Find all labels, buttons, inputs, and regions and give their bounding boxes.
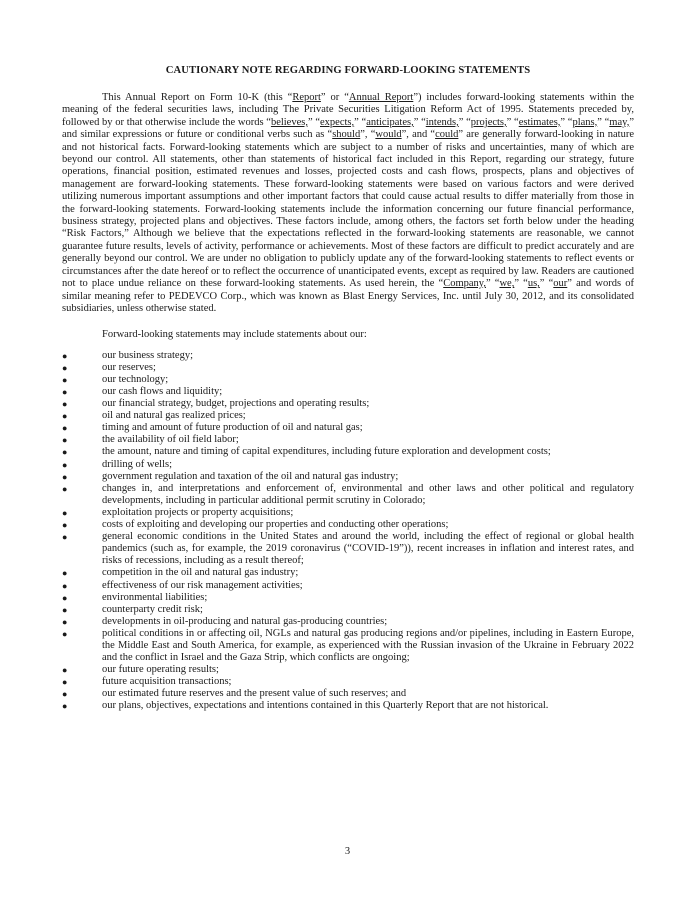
- list-item-text: oil and natural gas realized prices;: [102, 410, 246, 422]
- list-item-text: our cash flows and liquidity;: [102, 386, 223, 397]
- bullet-icon: ●: [62, 374, 68, 385]
- page-number: 3: [344, 846, 351, 857]
- bullet-icon: ●: [62, 483, 68, 494]
- list-item: [62, 700, 634, 712]
- list-item: [62, 410, 634, 422]
- list-item-text: our financial strategy, budget, projections and operating results;: [102, 398, 370, 410]
- list-item-text: our technology;: [102, 373, 169, 385]
- list-item: [62, 664, 634, 676]
- bullet-icon: ●: [62, 520, 68, 531]
- list-item-text: counterparty credit risk;: [102, 603, 203, 615]
- bullet-icon: ●: [62, 665, 68, 676]
- defined-term-report: Report: [292, 92, 321, 103]
- bullet-icon: ●: [62, 447, 68, 458]
- list-item: [62, 386, 634, 398]
- bullet-icon: ●: [62, 423, 68, 434]
- bullet-icon: ●: [62, 568, 68, 579]
- list-item-text: the availability of oil field labor;: [102, 434, 239, 446]
- bullet-icon: ●: [62, 628, 68, 639]
- list-item-text: timing and amount of future production of oil and natural gas;: [102, 422, 363, 434]
- list-item: [62, 471, 634, 483]
- list-item-text: exploitation projects or property acquisitions;: [102, 506, 294, 518]
- list-item-text: political conditions in or affecting oil, NGLs and natural gas producing regions and/or pipelines, including in Eastern Europe, the Middle East and South America, for example, as experienced with the Russian invasion of the Ukraine in February 2022 and the conflict in Israel and the Gaza Strip, which conflicts are ongoing;: [102, 627, 634, 664]
- bullet-icon: ●: [62, 677, 68, 688]
- bullet-icon: ●: [62, 399, 68, 410]
- list-item: [62, 446, 634, 458]
- list-item: [62, 676, 634, 688]
- list-item-text: costs of exploiting and developing our properties and conducting other operations;: [102, 519, 449, 531]
- list-item: [62, 483, 634, 507]
- list-item-text: changes in, and interpretations and enforcement of, environmental and other laws and other political and regulatory developments, including in particular additional permit scrutiny in Colorado;: [102, 482, 634, 506]
- bullet-icon: ●: [62, 435, 68, 446]
- list-item: [62, 580, 634, 592]
- list-item: [62, 592, 634, 604]
- bullet-icon: ●: [62, 701, 68, 712]
- bullet-icon: ●: [62, 592, 68, 603]
- bullet-icon: ●: [62, 532, 68, 543]
- list-item: [62, 374, 634, 386]
- list-item: [62, 434, 634, 446]
- bullet-icon: ●: [62, 362, 68, 373]
- forward-looking-list: [62, 350, 634, 713]
- list-item-text: environmental liabilities;: [102, 591, 208, 603]
- bullet-icon: ●: [62, 616, 68, 627]
- list-item-text: our estimated future reserves and the present value of such reserves; and: [102, 688, 407, 700]
- list-item-text: the amount, nature and timing of capital expenditures, including future exploration and development costs;: [102, 446, 551, 458]
- defined-term-annual-report: Annual Report: [348, 92, 414, 103]
- list-item: [62, 350, 634, 362]
- list-item: [62, 628, 634, 664]
- bullet-icon: ●: [62, 689, 68, 700]
- list-item-text: our plans, objectives, expectations and intentions contained in this Quarterly Report that are not historical.: [102, 700, 549, 712]
- list-item-text: our reserves;: [102, 361, 156, 373]
- page-title: CAUTIONARY NOTE REGARDING FORWARD-LOOKING STATEMENTS: [165, 65, 531, 76]
- defined-term-company: Company,: [443, 278, 486, 290]
- list-item-text: developments in oil-producing and natural gas-producing countries;: [102, 615, 388, 627]
- list-item-text: future acquisition transactions;: [102, 676, 232, 688]
- list-item: [62, 398, 634, 410]
- bullet-list-intro: Forward-looking statements may include statements about our:: [102, 329, 367, 341]
- bullet-icon: ●: [62, 604, 68, 615]
- list-item-text: government regulation and taxation of the oil and natural gas industry;: [102, 470, 399, 482]
- bullet-icon: ●: [62, 411, 68, 422]
- list-item-text: our future operating results;: [102, 664, 219, 676]
- list-item: [62, 459, 634, 471]
- bullet-icon: ●: [62, 350, 68, 361]
- list-item-text: effectiveness of our risk management activities;: [102, 579, 303, 591]
- list-item: [62, 567, 634, 579]
- list-item: [62, 422, 634, 434]
- cautionary-paragraph: This Annual Report on Form 10-K (this “Report” or “Annual Report”) includes forward-looking statements within the meaning of the federal securities laws, including The Private Securities Litigation Reform Act of 1995. Statements preceded by, followed by or that otherwise include the words “believes,” “expects,” “anticipates,” “intends,” “projects,” “estimates,” “plans,” “may,” and similar expressions or future or conditional verbs such as “should”, “would”, and “could” are generally forward-looking in nature and not historical facts. Forward-looking statements which are subject to a number of risks and uncertainties, many of which are beyond our control. All statements, other than statements of historical fact included in this Report, regarding our strategy, future operations, financial position, estimated revenues and losses, projected costs and cash flows, prospects, plans and objectives of management are forward-looking statements. These forward-looking statements were based on various factors and were derived utilizing numerous important assumptions and other important factors that could cause actual results to differ materially from those in the forward-looking statements. Forward-looking statements include the information concerning our future financial performance, business strategy, projected plans and objectives. These factors include, among others, the factors set forth below under the heading “Risk Factors,” Although we believe that the expectations reflected in the forward-looking statements are reasonable, we cannot guarantee future results, levels of activity, performance or achievements. Most of these factors are difficult to predict accurately and are generally beyond our control. We are under no obligation to publicly update any of the forward-looking statements to reflect events or circumstances after the date hereof or to reflect the occurrence of unanticipated events, except as required by law. Readers are cautioned not to place undue reliance on these forward-looking statements. As used herein, the “Company,” “we,” “us,” “our” and words of similar meaning refer to PEDEVCO Corp., which was known as Blast Energy Services, Inc. until July 30, 2012, and its consolidated subsidiaries, unless otherwise stated.: [62, 92, 634, 314]
- list-item: [62, 531, 634, 567]
- list-item: [62, 604, 634, 616]
- list-item: [62, 616, 634, 628]
- list-item-text: general economic conditions in the United States and around the world, including the effect of regional or global health pandemics (such as, for example, the 2019 coronavirus (“COVID-19”)), recent increases in inflation and interest rates, and risks of recessions, including as a result thereof;: [102, 531, 634, 567]
- list-item: [62, 688, 634, 700]
- list-item-text: our business strategy;: [102, 349, 193, 361]
- list-item: [62, 362, 634, 374]
- list-item-text: competition in the oil and natural gas industry;: [102, 567, 299, 579]
- bullet-icon: ●: [62, 580, 68, 591]
- document-page: [62, 64, 634, 713]
- bullet-icon: ●: [62, 471, 68, 482]
- bullet-icon: ●: [62, 459, 68, 470]
- bullet-icon: ●: [62, 387, 68, 397]
- list-item: [62, 507, 634, 519]
- list-item: [62, 519, 634, 531]
- bullet-icon: ●: [62, 507, 68, 518]
- list-item-text: drilling of wells;: [102, 458, 172, 470]
